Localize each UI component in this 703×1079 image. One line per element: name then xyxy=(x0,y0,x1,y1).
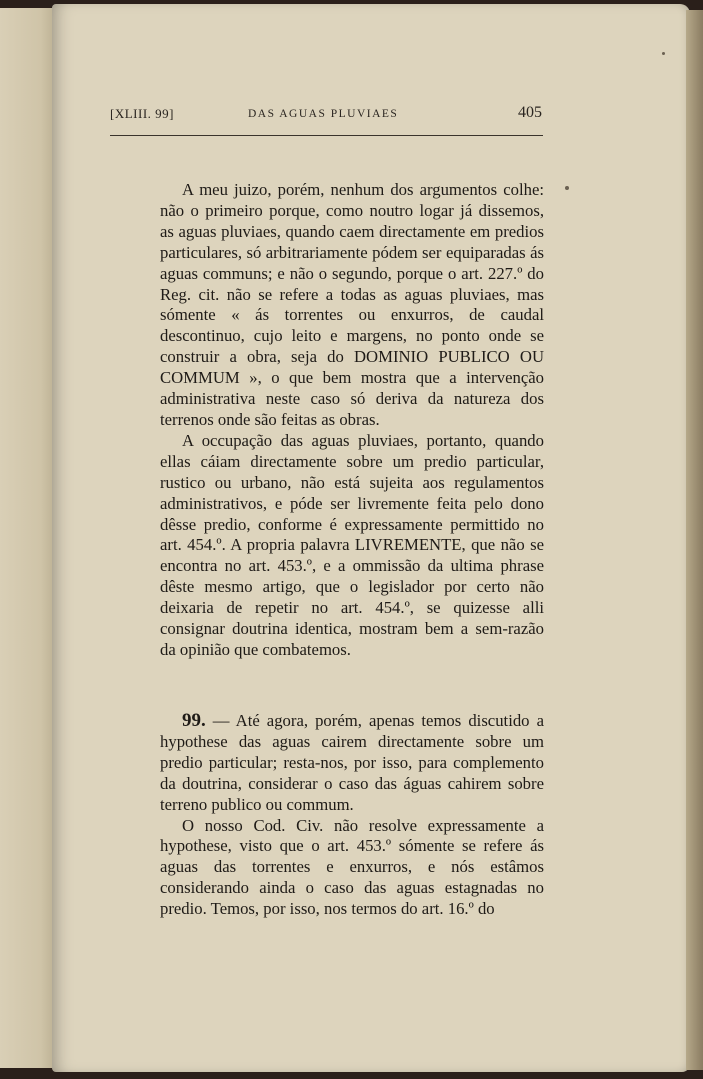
section-paragraph xyxy=(160,711,544,816)
previous-page-edge xyxy=(0,8,58,1068)
ink-speck xyxy=(565,186,569,190)
paragraph-3: O nosso Cod. Civ. não resolve expressamente a hypothese, visto que o art. 453.º sómente se refere ás aguas das torrentes e enxurros, e nós estâmos considerando ainda o caso das aguas estagnadas no predio. Temos, por isso, nos termos do art. 16.º do xyxy=(160,815,544,919)
page-number: 405 xyxy=(518,104,542,121)
text-block-section xyxy=(160,711,544,920)
chapter-reference: [XLIII. 99] xyxy=(110,106,174,121)
running-title: DAS AGUAS PLUVIAES xyxy=(248,108,399,120)
running-header xyxy=(110,104,542,126)
ink-speck xyxy=(662,52,665,55)
paragraph-2: A occupação das aguas pluviaes, portanto, quando ellas cáiam directamente sobre um predio particular, rustico ou urbano, não está sujeita aos regulamentos administrativos, e póde ser livremente feita pelo dono dêsse predio, conforme é expressamente permittido no art. 454.º. A propria palavra LIVREMENTE, que não se encontra no art. 453.º, e a ommissão da ultima phrase dêste mesmo artigo, que o legislador por certo não deixaria de repetir no art. 454.º, se quizesse alli consignar doutrina identica, mostram bem a sem-razão da opinião que combatemos. xyxy=(160,430,544,659)
section-number: 99. xyxy=(182,710,206,731)
header-rule xyxy=(110,135,543,136)
section-dash: — xyxy=(205,711,236,730)
text-block-top xyxy=(160,180,544,661)
paragraph-1: A meu juizo, porém, nenhum dos argumentos colhe: não o primeiro porque, como noutro logar já dissemos, as aguas pluviaes, quando caem directamente em predios particulares, só arbitrariamente pódem ser equiparadas ás aguas communs; e não o segundo, porque o art. 227.º do Reg. cit. não se refere a todas as aguas pluviaes, mas sómente « ás torrentes ou enxurros, de caudal descontinuo, cujo leito e margens, no ponto onde se construir a obra, seja do DOMINIO PUBLICO OU COMMUM », o que bem mostra que a intervenção administrativa neste caso só deriva da natureza dos terrenos onde são feitas as obras. xyxy=(160,180,544,429)
section-text: Até agora, porém, apenas temos discutido a hypothese das aguas cairem directamente sobre um predio particular; resta-nos, por isso, para complemento da doutrina, considerar o caso das águas cahirem sobre terreno publico ou commum. xyxy=(160,711,544,814)
page-stack-edge xyxy=(686,10,703,1070)
